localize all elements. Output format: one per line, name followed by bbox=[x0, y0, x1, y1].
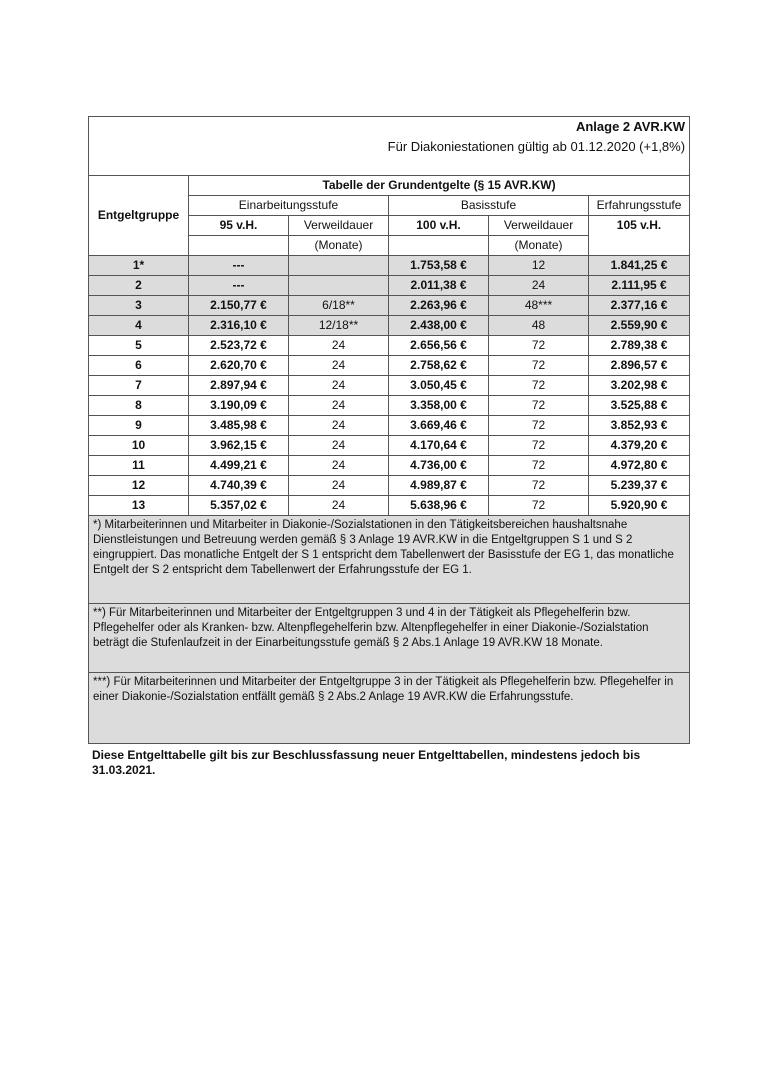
cell-erfahrung-105: 3.202,98 € bbox=[589, 376, 690, 396]
cell-verweildauer-basis: 72 bbox=[489, 396, 589, 416]
cell-erfahrung-105: 5.920,90 € bbox=[589, 496, 690, 516]
cell-entgeltgruppe: 1* bbox=[89, 256, 189, 276]
cell-basis-100: 1.753,58 € bbox=[389, 256, 489, 276]
table-row bbox=[89, 296, 690, 316]
table-row bbox=[89, 436, 690, 456]
table-row bbox=[89, 396, 690, 416]
cell-verweildauer-basis: 12 bbox=[489, 256, 589, 276]
cell-verweildauer-einarbeitung: 24 bbox=[289, 416, 389, 436]
cell-einarbeitung-95: 5.357,02 € bbox=[189, 496, 289, 516]
cell-entgeltgruppe: 9 bbox=[89, 416, 189, 436]
cell-einarbeitung-95: 2.523,72 € bbox=[189, 336, 289, 356]
cell-erfahrung-105: 2.377,16 € bbox=[589, 296, 690, 316]
cell-entgeltgruppe: 13 bbox=[89, 496, 189, 516]
cell-verweildauer-einarbeitung: 24 bbox=[289, 356, 389, 376]
cell-basis-100: 4.736,00 € bbox=[389, 456, 489, 476]
cell-verweildauer-basis: 72 bbox=[489, 456, 589, 476]
column-header-group: Entgeltgruppe bbox=[89, 176, 189, 256]
footnote-2: **) Für Mitarbeiterinnen und Mitarbeiter der Entgeltgruppen 3 und 4 in der Tätigkeit als Pflegehelferin bzw. Pflegehelfer oder als Kranken- bzw. Altenpflegehelferin bzw. Altenpflegehelfer in einer Diakonie-/Sozialstation beträgt die Stufenlaufzeit in der Einarbeitungsstufe gemäß § 2 Abs.1 Anlage 19 AVR.KW 18 Monate. bbox=[89, 604, 690, 673]
cell-basis-100: 3.669,46 € bbox=[389, 416, 489, 436]
cell-verweildauer-einarbeitung: 24 bbox=[289, 436, 389, 456]
validity-note: Diese Entgelttabelle gilt bis zur Beschlussfassung neuer Entgelttabellen, mindestens jedoch bis 31.03.2021. bbox=[92, 748, 641, 777]
cell-verweildauer-einarbeitung: 6/18** bbox=[289, 296, 389, 316]
cell-einarbeitung-95: 3.962,15 € bbox=[189, 436, 289, 456]
table-row bbox=[89, 376, 690, 396]
table-row bbox=[89, 336, 690, 356]
cell-entgeltgruppe: 5 bbox=[89, 336, 189, 356]
salary-document bbox=[88, 116, 689, 744]
cell-einarbeitung-95: 2.150,77 € bbox=[189, 296, 289, 316]
cell-erfahrung-105: 3.852,93 € bbox=[589, 416, 690, 436]
table-row bbox=[89, 276, 690, 296]
cell-basis-100: 3.050,45 € bbox=[389, 376, 489, 396]
table-title: Tabelle der Grundentgelte (§ 15 AVR.KW) bbox=[189, 176, 690, 196]
cell-erfahrung-105: 4.379,20 € bbox=[589, 436, 690, 456]
cell-verweildauer-basis: 48 bbox=[489, 316, 589, 336]
cell-basis-100: 2.758,62 € bbox=[389, 356, 489, 376]
cell-verweildauer-einarbeitung: 24 bbox=[289, 456, 389, 476]
cell-entgeltgruppe: 2 bbox=[89, 276, 189, 296]
cell-verweildauer-einarbeitung: 24 bbox=[289, 496, 389, 516]
column-header-100-blank bbox=[389, 236, 489, 256]
cell-einarbeitung-95: --- bbox=[189, 256, 289, 276]
cell-basis-100: 5.638,96 € bbox=[389, 496, 489, 516]
cell-verweildauer-einarbeitung bbox=[289, 256, 389, 276]
cell-verweildauer-basis: 48*** bbox=[489, 296, 589, 316]
cell-verweildauer-basis: 72 bbox=[489, 496, 589, 516]
cell-erfahrung-105: 2.559,90 € bbox=[589, 316, 690, 336]
cell-verweildauer-basis: 72 bbox=[489, 376, 589, 396]
cell-basis-100: 2.263,96 € bbox=[389, 296, 489, 316]
salary-table bbox=[88, 116, 690, 744]
table-body bbox=[89, 256, 690, 516]
cell-verweildauer-basis: 72 bbox=[489, 336, 589, 356]
footnote-3: ***) Für Mitarbeiterinnen und Mitarbeiter der Entgeltgruppe 3 in der Tätigkeit als Pflegehelferin bzw. Pflegehelfer in einer Diakonie-/Sozialstation entfällt gemäß § 2 Abs.2 Anlage 19 AVR.KW die Erfahrungsstufe. bbox=[89, 673, 690, 744]
document-title: Anlage 2 AVR.KW bbox=[89, 117, 690, 138]
cell-verweildauer-basis: 72 bbox=[489, 436, 589, 456]
table-row bbox=[89, 356, 690, 376]
cell-basis-100: 4.989,87 € bbox=[389, 476, 489, 496]
column-header-95-blank bbox=[189, 236, 289, 256]
table-row bbox=[89, 496, 690, 516]
cell-verweildauer-basis: 72 bbox=[489, 356, 589, 376]
cell-einarbeitung-95: 3.190,09 € bbox=[189, 396, 289, 416]
cell-verweildauer-einarbeitung: 24 bbox=[289, 396, 389, 416]
column-header-monate-2: (Monate) bbox=[489, 236, 589, 256]
cell-entgeltgruppe: 10 bbox=[89, 436, 189, 456]
table-row bbox=[89, 456, 690, 476]
cell-erfahrung-105: 2.111,95 € bbox=[589, 276, 690, 296]
cell-verweildauer-einarbeitung: 24 bbox=[289, 336, 389, 356]
cell-verweildauer-einarbeitung: 24 bbox=[289, 476, 389, 496]
table-row bbox=[89, 476, 690, 496]
cell-erfahrung-105: 5.239,37 € bbox=[589, 476, 690, 496]
cell-einarbeitung-95: --- bbox=[189, 276, 289, 296]
cell-entgeltgruppe: 6 bbox=[89, 356, 189, 376]
cell-einarbeitung-95: 2.620,70 € bbox=[189, 356, 289, 376]
column-header-verweildauer-2: Verweildauer bbox=[489, 216, 589, 236]
cell-entgeltgruppe: 4 bbox=[89, 316, 189, 336]
cell-entgeltgruppe: 3 bbox=[89, 296, 189, 316]
cell-basis-100: 2.656,56 € bbox=[389, 336, 489, 356]
cell-verweildauer-basis: 72 bbox=[489, 476, 589, 496]
column-header-100: 100 v.H. bbox=[389, 216, 489, 236]
cell-entgeltgruppe: 7 bbox=[89, 376, 189, 396]
cell-entgeltgruppe: 8 bbox=[89, 396, 189, 416]
column-header-einarbeitung: Einarbeitungsstufe bbox=[189, 196, 389, 216]
cell-basis-100: 2.011,38 € bbox=[389, 276, 489, 296]
cell-verweildauer-einarbeitung: 12/18** bbox=[289, 316, 389, 336]
cell-erfahrung-105: 4.972,80 € bbox=[589, 456, 690, 476]
table-row bbox=[89, 416, 690, 436]
table-row bbox=[89, 256, 690, 276]
column-header-erfahrung: Erfahrungsstufe bbox=[589, 196, 690, 216]
cell-einarbeitung-95: 4.740,39 € bbox=[189, 476, 289, 496]
cell-einarbeitung-95: 2.897,94 € bbox=[189, 376, 289, 396]
header-spacer bbox=[89, 157, 690, 176]
cell-verweildauer-basis: 24 bbox=[489, 276, 589, 296]
column-header-verweildauer-1: Verweildauer bbox=[289, 216, 389, 236]
column-header-monate-1: (Monate) bbox=[289, 236, 389, 256]
cell-einarbeitung-95: 4.499,21 € bbox=[189, 456, 289, 476]
cell-erfahrung-105: 2.789,38 € bbox=[589, 336, 690, 356]
cell-erfahrung-105: 1.841,25 € bbox=[589, 256, 690, 276]
cell-entgeltgruppe: 12 bbox=[89, 476, 189, 496]
cell-entgeltgruppe: 11 bbox=[89, 456, 189, 476]
cell-erfahrung-105: 3.525,88 € bbox=[589, 396, 690, 416]
column-header-105: 105 v.H. bbox=[589, 216, 690, 256]
cell-einarbeitung-95: 3.485,98 € bbox=[189, 416, 289, 436]
cell-basis-100: 4.170,64 € bbox=[389, 436, 489, 456]
table-row bbox=[89, 316, 690, 336]
cell-basis-100: 2.438,00 € bbox=[389, 316, 489, 336]
document-subtitle: Für Diakoniestationen gültig ab 01.12.2020 (+1,8%) bbox=[89, 137, 690, 157]
column-header-basis: Basisstufe bbox=[389, 196, 589, 216]
cell-erfahrung-105: 2.896,57 € bbox=[589, 356, 690, 376]
column-header-95: 95 v.H. bbox=[189, 216, 289, 236]
footnote-1: *) Mitarbeiterinnen und Mitarbeiter in Diakonie-/Sozialstationen in den Tätigkeitsbereichen haushaltsnahe Dienstleistungen und Betreuung werden gemäß § 3 Anlage 19 AVR.KW in die Entgeltgruppen S 1 und S 2 eingruppiert. Das monatliche Entgelt der S 1 entspricht dem Tabellenwert der Basisstufe der EG 1, das monatliche Entgelt der S 2 entspricht dem Tabellenwert der Erfahrungsstufe der EG 1. bbox=[89, 516, 690, 604]
cell-basis-100: 3.358,00 € bbox=[389, 396, 489, 416]
cell-einarbeitung-95: 2.316,10 € bbox=[189, 316, 289, 336]
cell-verweildauer-einarbeitung bbox=[289, 276, 389, 296]
cell-verweildauer-einarbeitung: 24 bbox=[289, 376, 389, 396]
cell-verweildauer-basis: 72 bbox=[489, 416, 589, 436]
